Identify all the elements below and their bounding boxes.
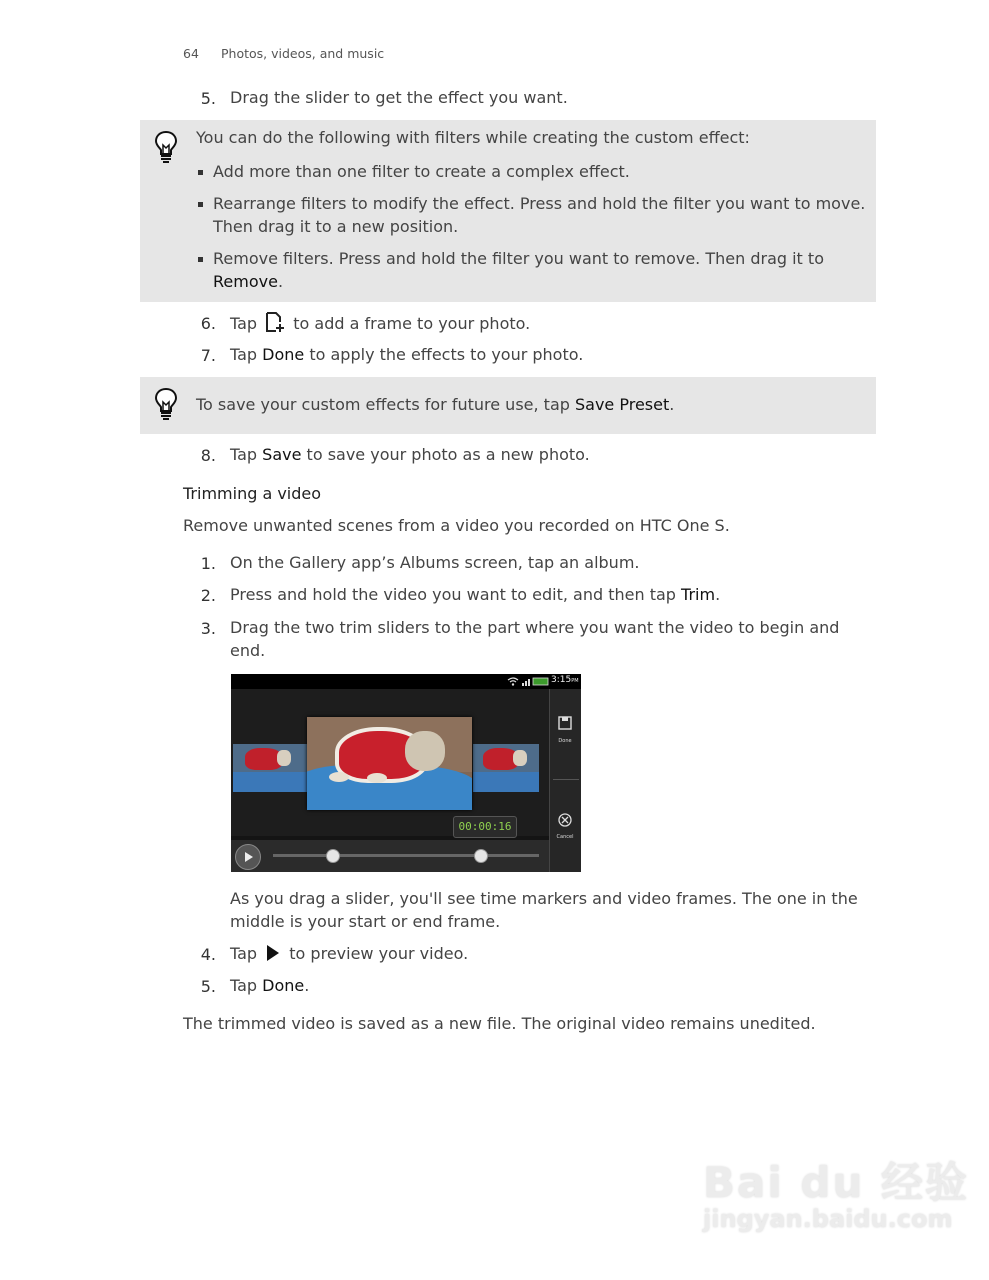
- play-icon: [236, 845, 260, 869]
- step-text: [230, 942, 468, 965]
- step-text: [230, 443, 590, 466]
- cancel-label: Cancel: [556, 834, 574, 840]
- lightbulb-icon: [154, 130, 178, 164]
- ui-term: Remove: [213, 272, 278, 291]
- punct: .: [277, 272, 284, 291]
- trim-screenshot: [231, 674, 581, 872]
- step-number: 2.: [200, 586, 216, 605]
- status-time: [551, 675, 579, 685]
- step-number: 4.: [200, 945, 216, 964]
- done-button[interactable]: [550, 714, 580, 748]
- step-text: [230, 974, 309, 997]
- section-heading: Trimming a video: [183, 484, 322, 503]
- tip-box: [140, 120, 876, 302]
- tip-box: [140, 377, 876, 434]
- status-time-value: 3:15: [551, 675, 572, 685]
- step-text-cont: end.: [230, 641, 266, 660]
- step-pre: Tap: [230, 314, 258, 333]
- step-pre: Press and hold the video you want to edit, and then tap: [230, 585, 682, 604]
- step-number: 1.: [200, 554, 216, 573]
- time-marker: 00:00:16: [453, 816, 517, 838]
- tip-pre: To save your custom effects for future use, tap: [196, 395, 575, 414]
- video-frame-right[interactable]: [473, 744, 539, 792]
- step-post: to preview your video.: [289, 944, 469, 963]
- step-text: [230, 583, 720, 606]
- step-post: .: [715, 585, 721, 604]
- baidu-watermark-logo: Bai du 经验: [703, 1158, 969, 1207]
- ui-term: Trim: [681, 585, 716, 604]
- bullet-text: Remove filters. Press and hold the filter you want to remove. Then drag it to: [213, 249, 824, 268]
- save-icon: [550, 714, 580, 734]
- bullet-text: Add more than one filter to create a complex effect.: [213, 162, 630, 181]
- step-text: [230, 311, 530, 335]
- step-number: 3.: [200, 619, 216, 638]
- step-pre: Tap: [230, 976, 263, 995]
- ui-term: Save Preset: [574, 395, 670, 414]
- step-post: .: [304, 976, 310, 995]
- tip-text: [196, 393, 674, 416]
- video-frame-main: [307, 717, 472, 810]
- panel-divider: [553, 779, 579, 780]
- done-label: Done: [558, 738, 572, 744]
- status-icons: [507, 676, 551, 687]
- step-number: 5.: [200, 89, 216, 108]
- step-pre: Tap: [230, 445, 263, 464]
- step-number: 7.: [200, 346, 216, 365]
- baidu-watermark-url: jingyan.baidu.com: [703, 1205, 953, 1233]
- step-text: Drag the two trim sliders to the part where you want the video to begin and: [230, 618, 840, 637]
- bullet-text: Rearrange filters to modify the effect. Press and hold the filter you want to move.: [213, 194, 866, 213]
- step-number: 5.: [200, 977, 216, 996]
- cancel-button[interactable]: [550, 812, 580, 842]
- trim-start-handle[interactable]: [326, 849, 340, 863]
- ui-term: Save: [262, 445, 302, 464]
- trim-track: [273, 854, 539, 857]
- bullet-text-cont: [213, 270, 283, 293]
- play-icon: [265, 944, 281, 962]
- bullet-marker: [198, 202, 203, 207]
- step-number: 8.: [200, 446, 216, 465]
- step-text: On the Gallery app’s Albums screen, tap an album.: [230, 553, 640, 572]
- step-post: to add a frame to your photo.: [293, 314, 531, 333]
- step-text: Drag the slider to get the effect you want.: [230, 88, 568, 107]
- step-pre: Tap: [230, 345, 263, 364]
- running-header: Photos, videos, and music: [221, 46, 385, 61]
- caption-text: As you drag a slider, you'll see time markers and video frames. The one in the: [230, 889, 858, 908]
- ui-term: Done: [262, 976, 305, 995]
- step-text: [230, 343, 583, 366]
- lightbulb-icon: [154, 387, 178, 421]
- status-ampm: PM: [571, 678, 579, 684]
- tip-post: .: [669, 395, 675, 414]
- step-pre: Tap: [230, 944, 258, 963]
- bullet-marker: [198, 170, 203, 175]
- cancel-icon: [550, 812, 580, 830]
- step-post: to save your photo as a new photo.: [301, 445, 590, 464]
- closing-text: The trimmed video is saved as a new file. The original video remains unedited.: [183, 1014, 816, 1033]
- frame-add-icon: [264, 311, 286, 333]
- video-frame-left[interactable]: [233, 744, 307, 792]
- ui-term: Done: [262, 345, 305, 364]
- step-post: to apply the effects to your photo.: [304, 345, 584, 364]
- play-button[interactable]: [235, 844, 261, 870]
- caption-text-cont: middle is your start or end frame.: [230, 912, 501, 931]
- step-number: 6.: [200, 314, 216, 333]
- tip-intro: You can do the following with filters while creating the custom effect:: [196, 128, 750, 147]
- page-number: 64: [183, 46, 199, 61]
- section-intro: Remove unwanted scenes from a video you recorded on HTC One S.: [183, 516, 730, 535]
- bullet-text-cont: Then drag it to a new position.: [213, 217, 459, 236]
- bullet-marker: [198, 257, 203, 262]
